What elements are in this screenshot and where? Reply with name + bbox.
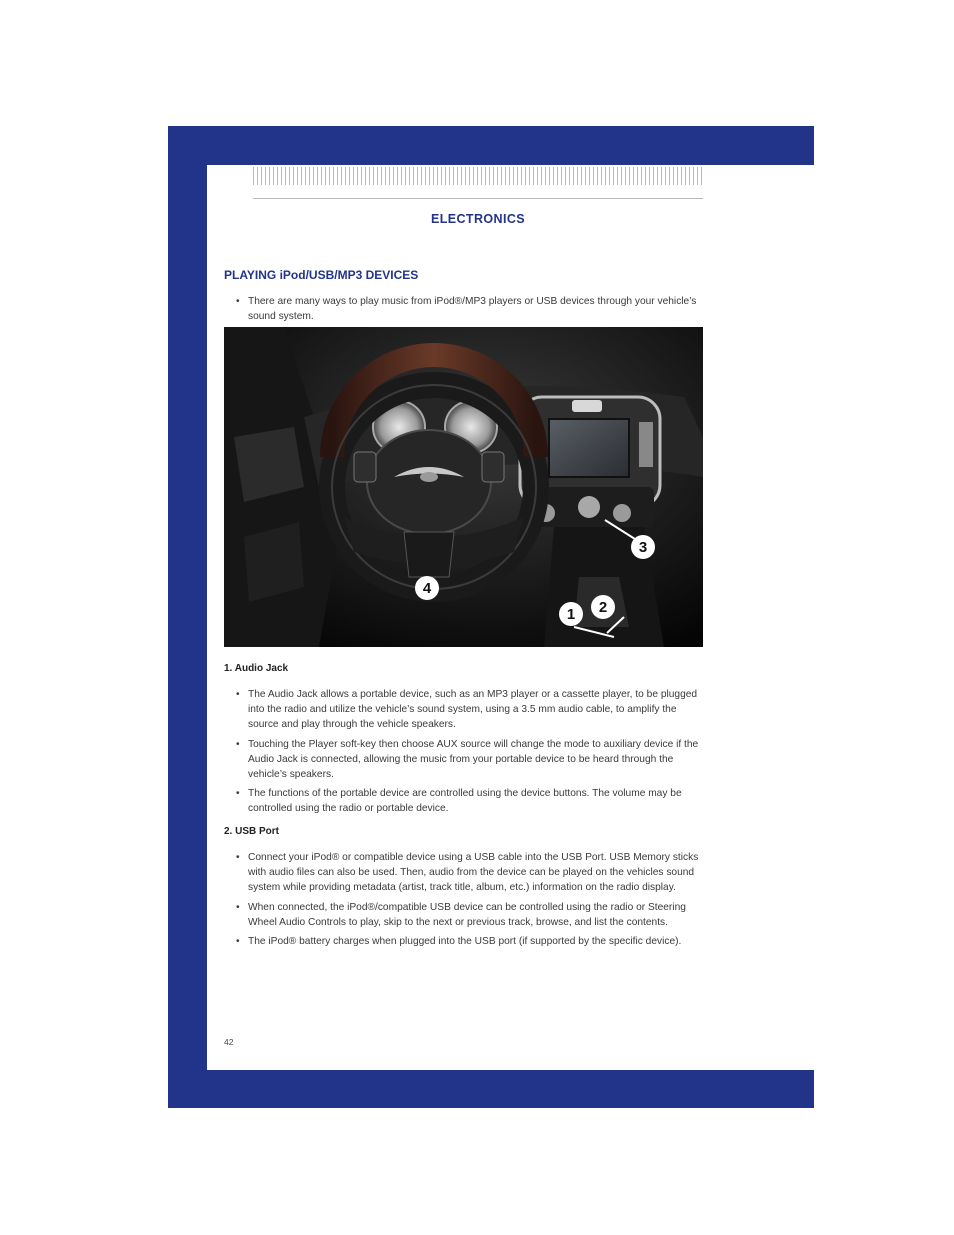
- section-title: ELECTRONICS: [431, 212, 525, 226]
- intro-bullet: • There are many ways to play music from iPod®/MP3 players or USB devices through your vehicle’s sound system.: [224, 294, 702, 324]
- page-number: 42: [224, 1037, 234, 1047]
- callout-2-label: 2: [598, 599, 608, 616]
- callout-4-label: 4: [422, 580, 432, 597]
- page-heading: PLAYING iPod/USB/MP3 DEVICES: [224, 268, 419, 282]
- audio-jack-title: 1. Audio Jack: [224, 663, 289, 674]
- audio-jack-bullet: • The functions of the portable device are controlled using the device buttons. The volume may be controlled using the radio or portable device.: [224, 786, 702, 816]
- decorative-tick-bar: [253, 167, 703, 185]
- dashboard-photo: [224, 327, 703, 647]
- dashboard-illustration: [224, 327, 703, 647]
- header-rule: [253, 198, 703, 199]
- audio-jack-bullet-list: [224, 687, 702, 821]
- audio-jack-bullet: • The Audio Jack allows a portable device, such as an MP3 player or a cassette player, to be plugged into the radio and utilize the vehicle’s sound system, using a 3.5 mm audio cable, to amplify the source and play through the vehicle speakers.: [224, 687, 702, 732]
- usb-port-bullet: • Connect your iPod® or compatible device using a USB cable into the USB Port. USB Memory sticks with audio files can also be used. Then, audio from the device can be played on the vehicles sound system while providing metadata (artist, track title, album, etc.) information on the radio display.: [224, 850, 702, 895]
- callout-3-label: 3: [638, 539, 648, 556]
- usb-port-title: 2. USB Port: [224, 826, 280, 837]
- usb-port-bullet: • The iPod® battery charges when plugged into the USB port (if supported by the specific device).: [224, 934, 702, 949]
- callout-1-label: 1: [566, 606, 576, 623]
- usb-port-bullet-list: [224, 850, 702, 954]
- intro-bullet-list: [224, 294, 702, 329]
- audio-jack-bullet: • Touching the Player soft-key then choose AUX source will change the mode to auxiliary device if the Audio Jack is connected, allowing the music from your portable device to be heard through the vehicle’s speakers.: [224, 737, 702, 782]
- usb-port-bullet: • When connected, the iPod®/compatible USB device can be controlled using the radio or Steering Wheel Audio Controls to play, skip to the next or previous track, browse, and list the contents.: [224, 900, 702, 930]
